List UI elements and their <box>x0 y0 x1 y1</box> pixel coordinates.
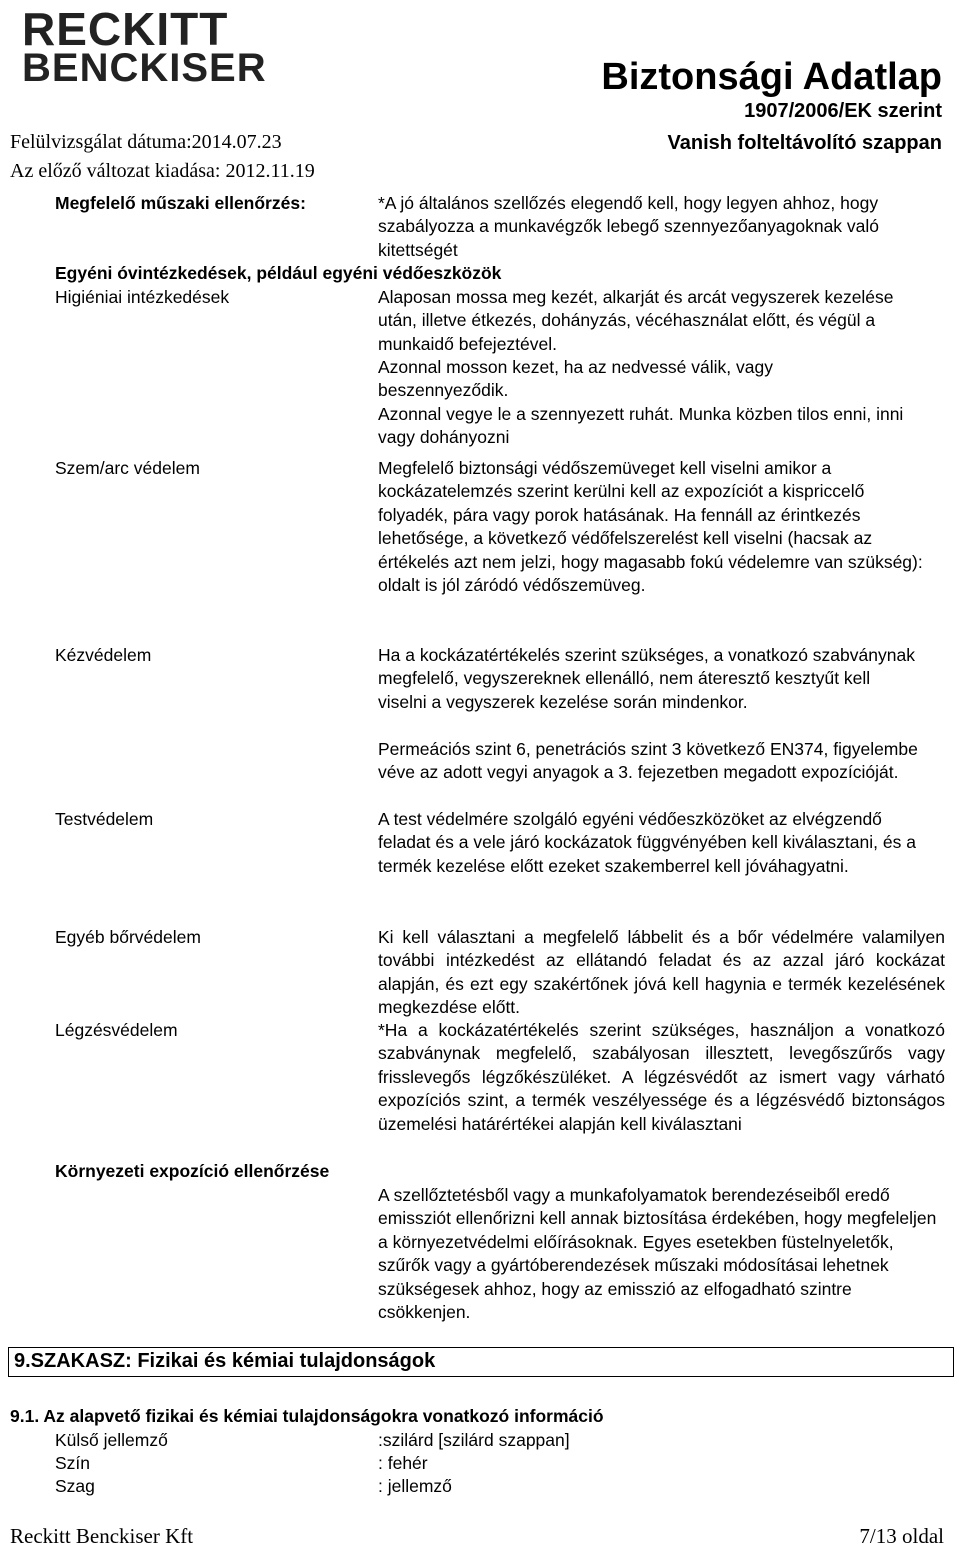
environmental-exposure-text: A szellőztetésből vagy a munkafolyamatok berendezéseiből eredő emissziót ellenőrizni kell annak biztosítása érdekében, hogy megfeleljen a környezetvédelmi előírásoknak. Egyes esetekben füstelnyeletők, szűrők vagy a gyártóberendezések műszaki módosításai lehetnek szükségesek ahhoz, hogy az emisszió az elfogadható szintre csökkenjen. <box>378 1185 937 1323</box>
previous-version-date: Az előző változat kiadása: 2012.11.19 <box>10 160 315 182</box>
respiratory-protection-text: *Ha a kockázatértékelés szerint szükséges, használjon a vonatkozó szabványnak megfelelő, szabályosan illesztett, levegőszűrős vagy frisslevegős légzőkészüléket. A légzésvédőt az ismert vagy várható expozíciós szint, a termék veszélyessége és a légzésvédő biztonságos üzemelési határértékei alapján kell kiválasztani <box>378 1020 945 1134</box>
engineering-controls-text: *A jó általános szellőzés elegendő kell, hogy legyen ahhoz, hogy szabályozza a munkavégzők lebegő szennyezőanyagoknak való kitettségét <box>378 193 880 260</box>
company-logo-line1: RECKITT <box>22 3 229 55</box>
hand-protection-text-1: Ha a kockázatértékelés szerint szükséges, a vonatkozó szabványnak megfelelő, vegyszereknek ellenálló, nem áteresztő kesztyűt kell viselni a vegyszerek kezelése során mindenkor. <box>378 645 915 712</box>
section-9-title: 9.SZAKASZ: Fizikai és kémiai tulajdonságok <box>14 1350 436 1372</box>
eye-protection-label: Szem/arc védelem <box>55 458 200 478</box>
hygiene-text-3: Azonnal vegye le a szennyezett ruhát. Munka közben tilos enni, inni vagy dohányozni <box>378 404 904 448</box>
property-label: Szín <box>55 1453 91 1473</box>
property-value: : fehér <box>378 1453 428 1473</box>
hygiene-label: Higiéniai intézkedések <box>55 287 230 307</box>
hand-protection-text-2: Permeációs szint 6, penetrációs szint 3 következő EN374, figyelembe véve az adott vegyi anyagok a 3. fejezetben megadott expozícióját. <box>378 739 918 783</box>
revision-date: Felülvizsgálat dátuma:2014.07.23 <box>10 131 282 153</box>
skin-protection-text: Ki kell választani a megfelelő lábbelit és a bőr védelmére valamilyen további intézkedést az ellátandó feladat és az azzal járó kockázat alapján, és ezt egy szakértőnek jóvá kell hagynia e termék kezelésének megkezdése előtt. <box>378 927 945 1018</box>
environmental-exposure-label: Környezeti expozíció ellenőrzése <box>55 1161 330 1181</box>
skin-protection-label: Egyéb bőrvédelem <box>55 927 201 947</box>
property-label: Szag <box>55 1476 95 1496</box>
property-label: Külső jellemző <box>55 1430 168 1450</box>
respiratory-protection-label: Légzésvédelem <box>55 1020 178 1040</box>
hygiene-text-2: Azonnal mosson kezet, ha az nedvessé válik, vagy beszennyeződik. <box>378 357 773 401</box>
body-protection-text: A test védelmére szolgáló egyéni védőeszközöket az elvégzendő feladat és a vele járó kockázatok függvényében kell kiválasztani, és a termék kezelése előtt ezeket szakemberrel kell jóváhagyatni. <box>378 809 916 876</box>
document-title: Biztonsági Adatlap <box>601 56 942 98</box>
footer-company: Reckitt Benckiser Kft <box>10 1524 194 1548</box>
eye-protection-text: Megfelelő biztonsági védőszemüveget kell viselni amikor a kockázatelemzés szerint kerülni kell az expozíciót a kispriccelő folyadék, pára vagy porok hatásának. Ha fennáll az érintkezés lehetősége, a következő védőfelszerelést kell viselni (hacsak az értékelés azt nem jelzi, hogy magasabb fokú védelemre van szükség): oldalt is jól záródó védőszemüveg. <box>378 458 923 596</box>
body-protection-label: Testvédelem <box>55 809 154 829</box>
page-number: 7/13 oldal <box>859 1524 944 1548</box>
personal-protection-heading: Egyéni óvintézkedések, például egyéni védőeszközök <box>55 263 502 283</box>
hygiene-text-1: Alaposan mossa meg kezét, alkarját és arcát vegyszerek kezelése után, illetve étkezés, dohányzás, vécéhasználat előtt, és végül a munkaidő befejeztével. <box>378 287 894 354</box>
company-logo-line2: BENCKISER <box>22 46 267 90</box>
product-name: Vanish folteltávolító szappan <box>667 132 942 154</box>
regulation-reference: 1907/2006/EK szerint <box>744 100 942 122</box>
engineering-controls-label: Megfelelő műszaki ellenőrzés: <box>55 193 306 213</box>
hand-protection-label: Kézvédelem <box>55 645 152 665</box>
property-value: : jellemző <box>378 1476 452 1496</box>
property-value: :szilárd [szilárd szappan] <box>378 1430 570 1450</box>
section-9-1-subtitle: 9.1. Az alapvető fizikai és kémiai tulajdonságokra vonatkozó információ <box>10 1406 604 1426</box>
